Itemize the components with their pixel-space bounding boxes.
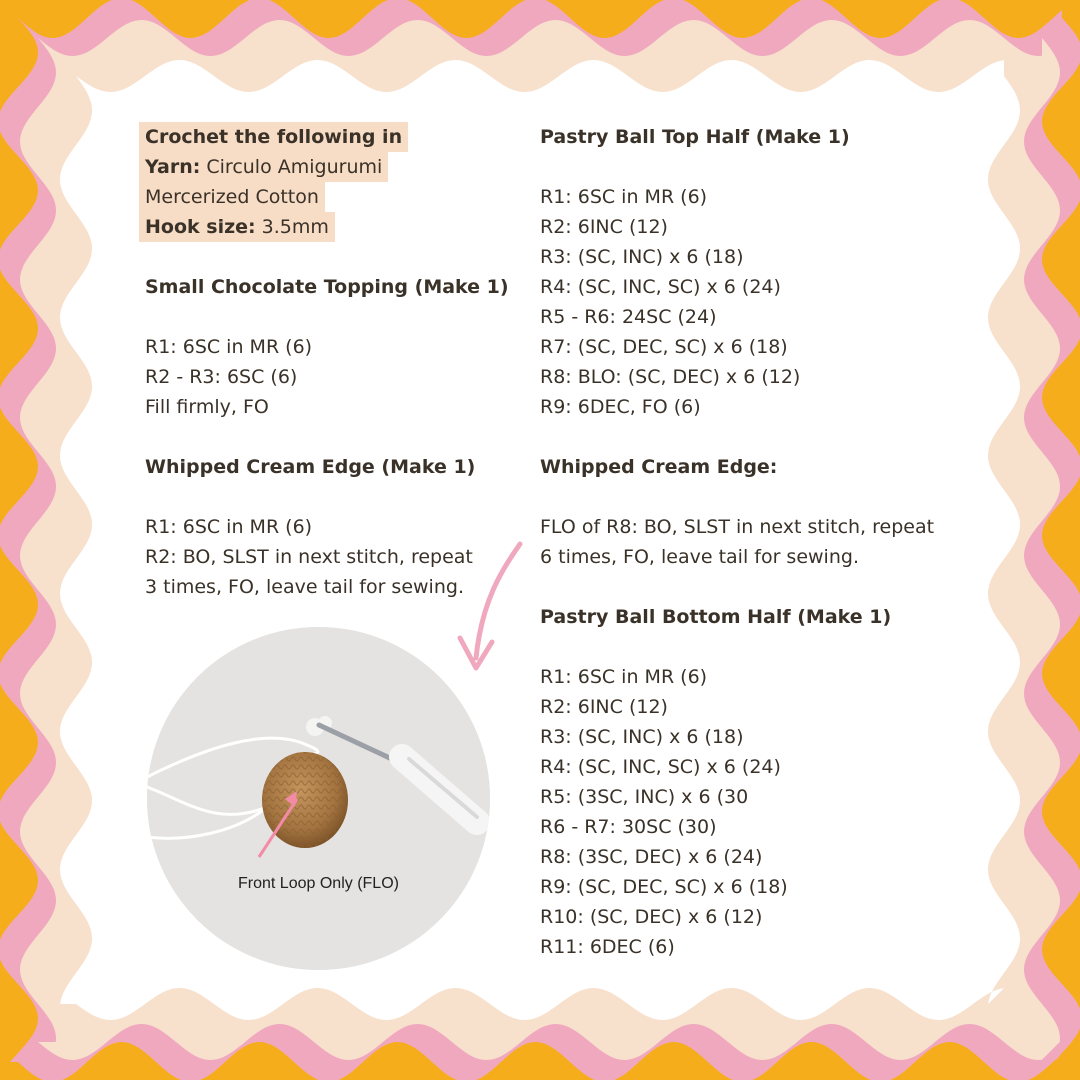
section-title: Pastry Ball Bottom Half (Make 1) [540, 606, 892, 628]
pattern-row: R2: 6INC (12) [540, 216, 668, 238]
photo-caption: Front Loop Only (FLO) [238, 875, 399, 892]
spacer [540, 152, 980, 182]
spacer [540, 572, 980, 602]
pattern-row: R7: (SC, DEC, SC) x 6 (18) [540, 336, 788, 358]
pattern-row: R10: (SC, DEC) x 6 (12) [540, 906, 763, 928]
pattern-row: R3: (SC, INC) x 6 (18) [540, 246, 744, 268]
pattern-row: R8: BLO: (SC, DEC) x 6 (12) [540, 366, 801, 388]
pattern-row: Fill firmly, FO [145, 396, 269, 418]
yarn-value: Circulo Amigurumi [200, 156, 383, 178]
intro-block [145, 122, 515, 242]
pattern-row: FLO of R8: BO, SLST in next stitch, repeat [540, 516, 935, 538]
hook-value: 3.5mm [255, 216, 329, 238]
pattern-row: R1: 6SC in MR (6) [145, 336, 313, 358]
section-title: Small Chocolate Topping (Make 1) [145, 276, 509, 298]
spacer [145, 302, 515, 332]
pattern-row: R8: (3SC, DEC) x 6 (24) [540, 846, 763, 868]
pattern-row: R2: BO, SLST in next stitch, repeat [145, 546, 473, 568]
spacer [540, 482, 980, 512]
spacer [145, 422, 515, 452]
pattern-row: R9: 6DEC, FO (6) [540, 396, 701, 418]
pattern-row: R2 - R3: 6SC (6) [145, 366, 298, 388]
spacer [540, 422, 980, 452]
pattern-row: R3: (SC, INC) x 6 (18) [540, 726, 744, 748]
yarn-value-2: Mercerized Cotton [139, 182, 325, 212]
right-column [540, 122, 980, 962]
section-title: Whipped Cream Edge (Make 1) [145, 456, 476, 478]
pattern-row: R4: (SC, INC, SC) x 6 (24) [540, 276, 781, 298]
yarn-label: Yarn: [145, 156, 201, 178]
section-title: Whipped Cream Edge: [540, 456, 778, 478]
crochet-ball-icon [147, 627, 490, 970]
pattern-row: R6 - R7: 30SC (30) [540, 816, 717, 838]
crochet-ball-photo [147, 627, 490, 970]
spacer [145, 482, 515, 512]
section-title: Pastry Ball Top Half (Make 1) [540, 126, 850, 148]
pattern-row: R4: (SC, INC, SC) x 6 (24) [540, 756, 781, 778]
spacer [540, 632, 980, 662]
pattern-row: R5 - R6: 24SC (24) [540, 306, 717, 328]
pattern-row: R1: 6SC in MR (6) [540, 666, 708, 688]
pattern-row: R11: 6DEC (6) [540, 936, 675, 958]
pattern-row: R1: 6SC in MR (6) [145, 516, 313, 538]
pattern-row: R5: (3SC, INC) x 6 (30 [540, 786, 749, 808]
pattern-row: 6 times, FO, leave tail for sewing. [540, 546, 859, 568]
pattern-row: 3 times, FO, leave tail for sewing. [145, 576, 464, 598]
pattern-row: R1: 6SC in MR (6) [540, 186, 708, 208]
intro-heading: Crochet the following in [139, 122, 408, 152]
pattern-row: R2: 6INC (12) [540, 696, 668, 718]
right-sections [540, 122, 980, 962]
spacer [145, 242, 515, 272]
pattern-row: R9: (SC, DEC, SC) x 6 (18) [540, 876, 788, 898]
hook-label: Hook size: [145, 216, 256, 238]
